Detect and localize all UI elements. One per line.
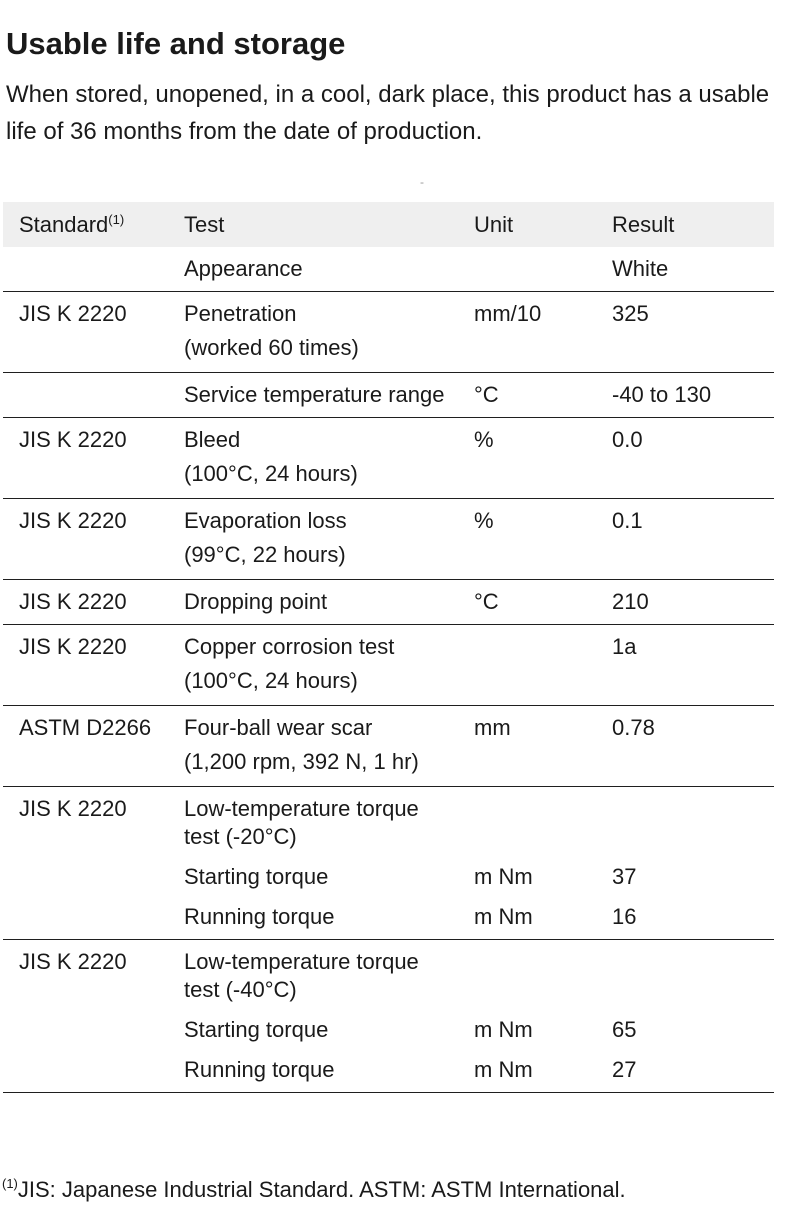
table-row — [3, 1052, 774, 1093]
test-name: Evaporation loss — [184, 508, 347, 533]
table-row — [3, 859, 774, 899]
table-row — [3, 373, 774, 418]
cell-standard: ASTM D2266 — [3, 706, 168, 787]
properties-table — [3, 202, 774, 1093]
test-condition: (100°C, 24 hours) — [184, 668, 358, 693]
test-condition: (worked 60 times) — [184, 335, 359, 360]
cell-test: Running torque — [168, 899, 458, 940]
cell-result — [596, 787, 774, 860]
cell-unit: mm — [458, 706, 596, 787]
header-standard-label: Standard — [19, 211, 109, 237]
cell-result: 0.0 — [596, 418, 774, 499]
cell-test — [168, 418, 458, 499]
cell-standard: JIS K 2220 — [19, 949, 127, 974]
table-row — [3, 940, 774, 1013]
footnote-text: JIS: Japanese Industrial Standard. ASTM: ASTM International. — [17, 1177, 626, 1202]
intro-paragraph: When stored, unopened, in a cool, dark place, this product has a usable life of 36 months from the date of production. — [6, 81, 770, 145]
cell-result: 325 — [596, 292, 774, 373]
cell-test — [168, 373, 458, 418]
test-name: Dropping point — [184, 589, 328, 614]
test-condition: (99°C, 22 hours) — [184, 542, 346, 567]
cell-unit: m Nm — [474, 1017, 533, 1042]
header-unit: Unit — [458, 202, 596, 247]
cell-test — [168, 706, 458, 787]
cell-standard: JIS K 2220 — [3, 499, 168, 580]
table-row — [3, 899, 774, 940]
cell-standard — [3, 1012, 168, 1052]
table-row — [3, 1012, 774, 1052]
cell-test: Starting torque — [184, 864, 329, 889]
test-name: Four-ball wear scar — [184, 715, 373, 740]
cell-result: 210 — [596, 580, 774, 625]
table-row — [3, 292, 774, 373]
cell-test: Starting torque — [184, 1017, 329, 1042]
table-row — [3, 247, 774, 292]
test-condition: (1,200 rpm, 392 N, 1 hr) — [184, 749, 419, 774]
cell-test — [168, 625, 458, 706]
header-test: Test — [168, 202, 458, 247]
cell-test — [168, 499, 458, 580]
cell-result: 0.1 — [596, 499, 774, 580]
cell-standard — [3, 247, 168, 292]
cell-unit: °C — [458, 373, 596, 418]
cell-test — [168, 580, 458, 625]
cell-result: 37 — [612, 864, 637, 889]
cell-unit: % — [458, 418, 596, 499]
cell-test: Low-temperature torque test (-40°C) — [184, 949, 419, 1002]
cell-unit: °C — [458, 580, 596, 625]
cell-result: White — [596, 247, 774, 292]
cell-standard — [3, 859, 168, 899]
cell-result: 0.78 — [596, 706, 774, 787]
cell-standard: JIS K 2220 — [19, 796, 127, 821]
cell-unit — [458, 787, 596, 860]
cell-standard — [3, 373, 168, 418]
header-standard-footnote-marker: (1) — [108, 211, 125, 227]
cell-standard: JIS K 2220 — [3, 580, 168, 625]
test-name: Penetration — [184, 301, 297, 326]
table-row — [3, 580, 774, 625]
table-row — [3, 625, 774, 706]
cell-unit — [458, 940, 596, 1013]
cell-result: -40 to 130 — [596, 373, 774, 418]
cell-result: 16 — [596, 899, 774, 940]
test-name: Service temperature range — [184, 382, 445, 407]
table-row — [3, 706, 774, 787]
table-row — [3, 499, 774, 580]
cell-unit — [458, 625, 596, 706]
cell-unit: mm/10 — [458, 292, 596, 373]
cell-unit — [458, 247, 596, 292]
header-result: Result — [596, 202, 774, 247]
cell-result — [596, 940, 774, 1013]
cell-unit: % — [458, 499, 596, 580]
table-header-row — [3, 202, 774, 247]
cell-test: Running torque — [168, 1052, 458, 1093]
table-row — [3, 787, 774, 860]
cell-standard: JIS K 2220 — [3, 625, 168, 706]
test-condition: (100°C, 24 hours) — [184, 461, 358, 486]
cell-standard — [3, 1052, 168, 1093]
cell-unit: m Nm — [474, 864, 533, 889]
separator-mark: - — [420, 175, 424, 189]
cell-result: 1a — [596, 625, 774, 706]
footnote-marker: (1) — [2, 1176, 18, 1191]
cell-test: Low-temperature torque test (-20°C) — [184, 796, 419, 849]
test-name: Bleed — [184, 427, 241, 452]
cell-result: 65 — [612, 1017, 637, 1042]
test-name: Copper corrosion test — [184, 634, 395, 659]
cell-unit: m Nm — [458, 1052, 596, 1093]
section-heading: Usable life and storage — [6, 26, 346, 61]
cell-test — [168, 247, 458, 292]
footnote — [2, 1176, 626, 1204]
cell-standard: JIS K 2220 — [3, 418, 168, 499]
cell-standard: JIS K 2220 — [3, 292, 168, 373]
cell-standard — [3, 899, 168, 940]
table-row — [3, 418, 774, 499]
cell-unit: m Nm — [458, 899, 596, 940]
cell-result: 27 — [596, 1052, 774, 1093]
header-standard — [3, 202, 168, 247]
cell-test — [168, 292, 458, 373]
test-name: Appearance — [184, 256, 303, 281]
